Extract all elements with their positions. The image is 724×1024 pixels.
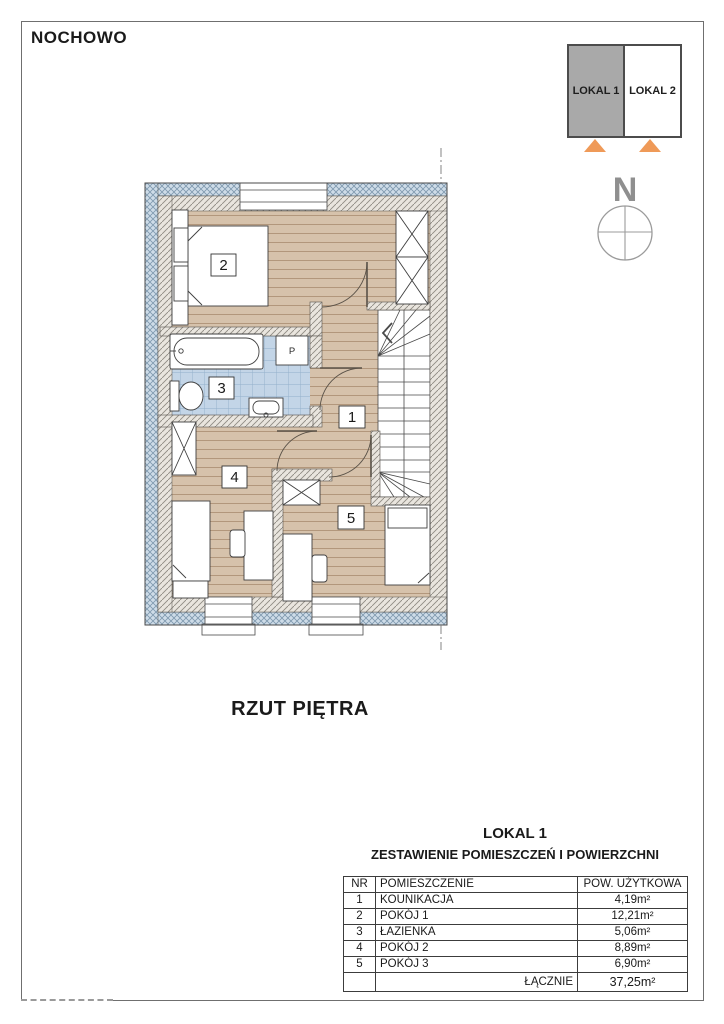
- pillow: [174, 266, 188, 301]
- cell-name: KOUNIKACJA: [376, 893, 578, 909]
- cell-nr: 2: [344, 909, 376, 925]
- chair: [312, 555, 327, 582]
- cell-nr: 5: [344, 957, 376, 973]
- entrance-marker-lokal1: [584, 139, 606, 152]
- window-sill: [309, 624, 363, 635]
- cell-name: ŁAZIENKA: [376, 925, 578, 941]
- north-label: N: [612, 171, 638, 209]
- entrance-marker-lokal2: [639, 139, 661, 152]
- bed-footbox: [173, 581, 208, 598]
- desk: [244, 511, 273, 580]
- table-row: [344, 893, 688, 909]
- desk: [283, 534, 312, 601]
- room-label-1: 1: [347, 409, 357, 426]
- pillow: [174, 228, 188, 262]
- toilet: [170, 381, 203, 411]
- chair: [230, 530, 245, 557]
- summary-table-body: [344, 893, 688, 973]
- table-row: [344, 957, 688, 973]
- room-label-5: 5: [346, 510, 356, 527]
- pillow: [388, 508, 427, 528]
- wardrobe-room5: [283, 480, 320, 505]
- north-compass: [590, 162, 660, 267]
- room-summary-table: [343, 876, 688, 992]
- column-header-area: POW. UŻYTKOWA: [578, 877, 688, 893]
- window-sill: [202, 624, 255, 635]
- total-row: [344, 973, 688, 992]
- summary-subtitle: ZESTAWIENIE POMIESZCZEŃ I POWIERZCHNI: [371, 847, 659, 862]
- table-row: [344, 941, 688, 957]
- summary-title: LOKAL 1: [483, 825, 547, 842]
- cell-nr: 1: [344, 893, 376, 909]
- bathtub: [170, 334, 263, 369]
- washing-machine: [276, 336, 308, 365]
- floor-plan-drawing: [138, 140, 462, 652]
- staircase: [378, 310, 430, 497]
- total-label: ŁĄCZNIE: [376, 973, 578, 992]
- cell-area: 12,21m²: [578, 909, 688, 925]
- table-row: [344, 925, 688, 941]
- wardrobe-room4: [172, 422, 196, 475]
- single-bed: [172, 501, 210, 581]
- table-row: [344, 909, 688, 925]
- column-header-nr: NR: [344, 877, 376, 893]
- cell-area: 5,06m²: [578, 925, 688, 941]
- window-top: [240, 183, 327, 210]
- room-label-3: 3: [217, 380, 226, 397]
- page-border-dashed-segment: [21, 999, 113, 1001]
- table-header-row: [344, 877, 688, 893]
- cell-area: 4,19m²: [578, 893, 688, 909]
- total-row-spacer: [344, 973, 376, 992]
- cell-name: POKÓJ 3: [376, 957, 578, 973]
- lokal-key: [567, 44, 682, 138]
- cell-name: POKÓJ 1: [376, 909, 578, 925]
- cell-name: POKÓJ 2: [376, 941, 578, 957]
- wardrobe-room2: [396, 211, 428, 304]
- washing-machine-label: P: [288, 346, 296, 357]
- document-title: NOCHOWO: [31, 28, 128, 47]
- total-area: 37,25m²: [578, 973, 688, 992]
- cell-nr: 3: [344, 925, 376, 941]
- plan-caption: RZUT PIĘTRA: [231, 698, 369, 720]
- window-bottom-left: [202, 597, 255, 635]
- lokal-1-cell: LOKAL 1: [569, 46, 625, 136]
- room-label-4: 4: [230, 469, 239, 486]
- cell-area: 6,90m²: [578, 957, 688, 973]
- room-label-2: 2: [219, 257, 228, 274]
- window-bottom-center: [309, 597, 363, 635]
- cell-area: 8,89m²: [578, 941, 688, 957]
- washbasin: [249, 398, 283, 417]
- column-header-name: POMIESZCZENIE: [376, 877, 578, 893]
- cell-nr: 4: [344, 941, 376, 957]
- lokal-2-cell: LOKAL 2: [625, 46, 680, 136]
